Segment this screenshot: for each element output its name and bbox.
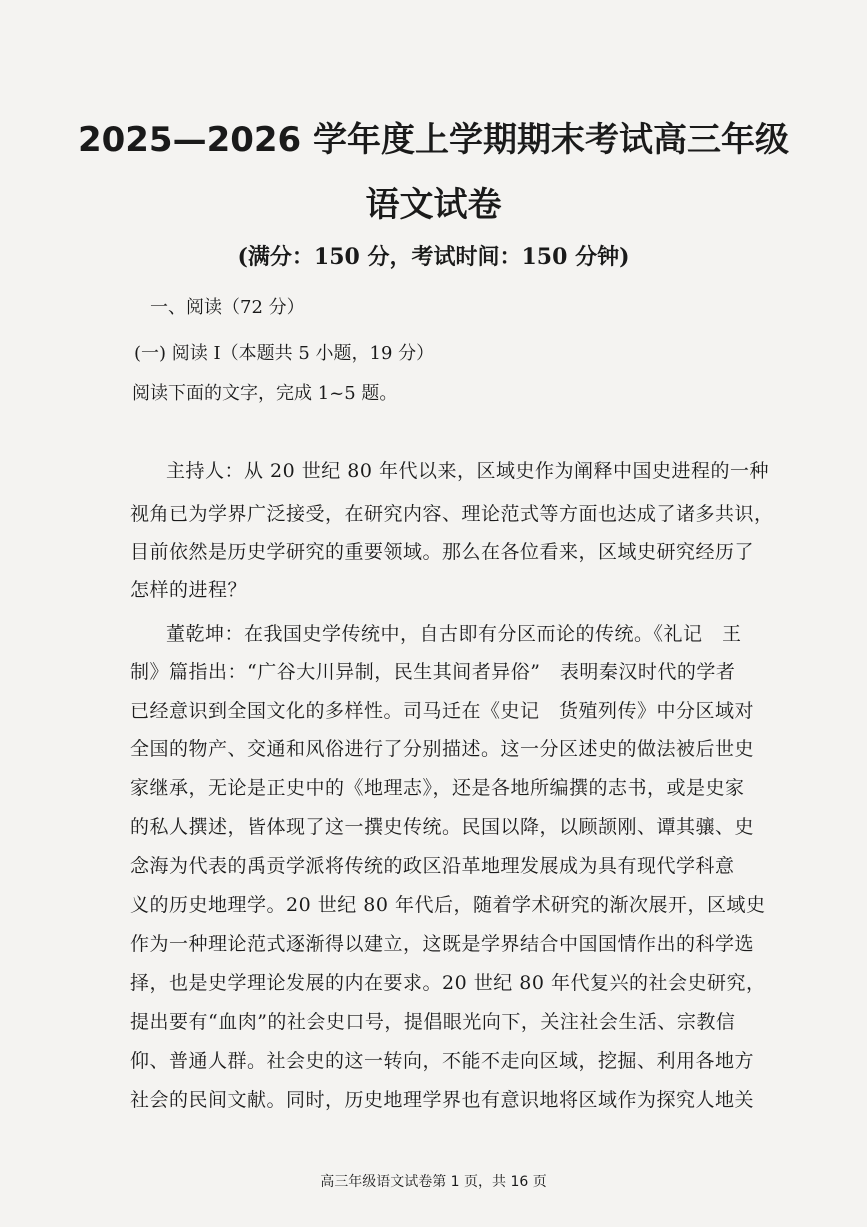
passage-line: 择，也是史学理论发展的内在要求。20 世纪 80 年代复兴的社会史研究， [130,972,766,994]
instruction-text: 阅读下面的文字，完成 1~5 题。 [132,383,398,404]
passage-line: 视角已为学界广泛接受，在研究内容、理论范式等方面也达成了诸多共识， [130,503,774,525]
passage-line: 念海为代表的禹贡学派将传统的政区沿革地理发展成为具有现代学科意 [130,855,735,877]
passage-line: 董乾坤：在我国史学传统中，自古即有分区而论的传统。《礼记 王 [166,623,742,645]
passage-line: 提出要有“血肉”的社会史口号，提倡眼光向下，关注社会生活、宗教信 [130,1011,736,1033]
page-footer: 高三年级语文试卷第 1 页，共 16 页 [320,1174,547,1190]
exam-subtitle: 语文试卷 [365,185,502,225]
passage-line: 的私人撰述，皆体现了这一撰史传统。民国以降，以顾颉刚、谭其骧、史 [130,816,755,838]
exam-title: 2025—2026 学年度上学期期末考试高三年级 [77,120,790,160]
subsection-heading: (一) 阅读 I（本题共 5 小题，19 分） [134,343,435,364]
passage-line: 义的历史地理学。20 世纪 80 年代后，随着学术研究的渐次展开，区域史 [130,894,766,916]
passage-line: 目前依然是历史学研究的重要领域。那么在各位看来，区域史研究经历了 [130,541,755,563]
passage-line: 全国的物产、交通和风俗进行了分别描述。这一分区述史的做法被后世史 [130,738,755,760]
passage-line: 怎样的进程？ [130,579,248,601]
passage-line: 作为一种理论范式逐渐得以建立，这既是学界结合中国国情作出的科学选 [130,933,755,955]
section-heading: 一、阅读（72 分） [150,297,305,318]
passage-line: 主持人：从 20 世纪 80 年代以来，区域史作为阐释中国史进程的一种 [166,460,770,482]
passage-line: 仰、普通人群。社会史的这一转向，不能不走向区域，挖掘、利用各地方 [130,1050,755,1072]
passage-line: 家继承，无论是正史中的《地理志》，还是各地所编撰的志书，或是史家 [130,777,745,799]
passage-line: 制》篇指出：“广谷大川异制，民生其间者异俗” 表明秦汉时代的学者 [130,661,736,683]
passage-line: 社会的民间文献。同时，历史地理学界也有意识地将区域作为探究人地关 [130,1089,755,1111]
score-time-line: (满分：150 分，考试时间：150 分钟) [237,244,630,270]
passage-line: 已经意识到全国文化的多样性。司马迁在《史记 货殖列传》中分区域对 [130,700,755,722]
